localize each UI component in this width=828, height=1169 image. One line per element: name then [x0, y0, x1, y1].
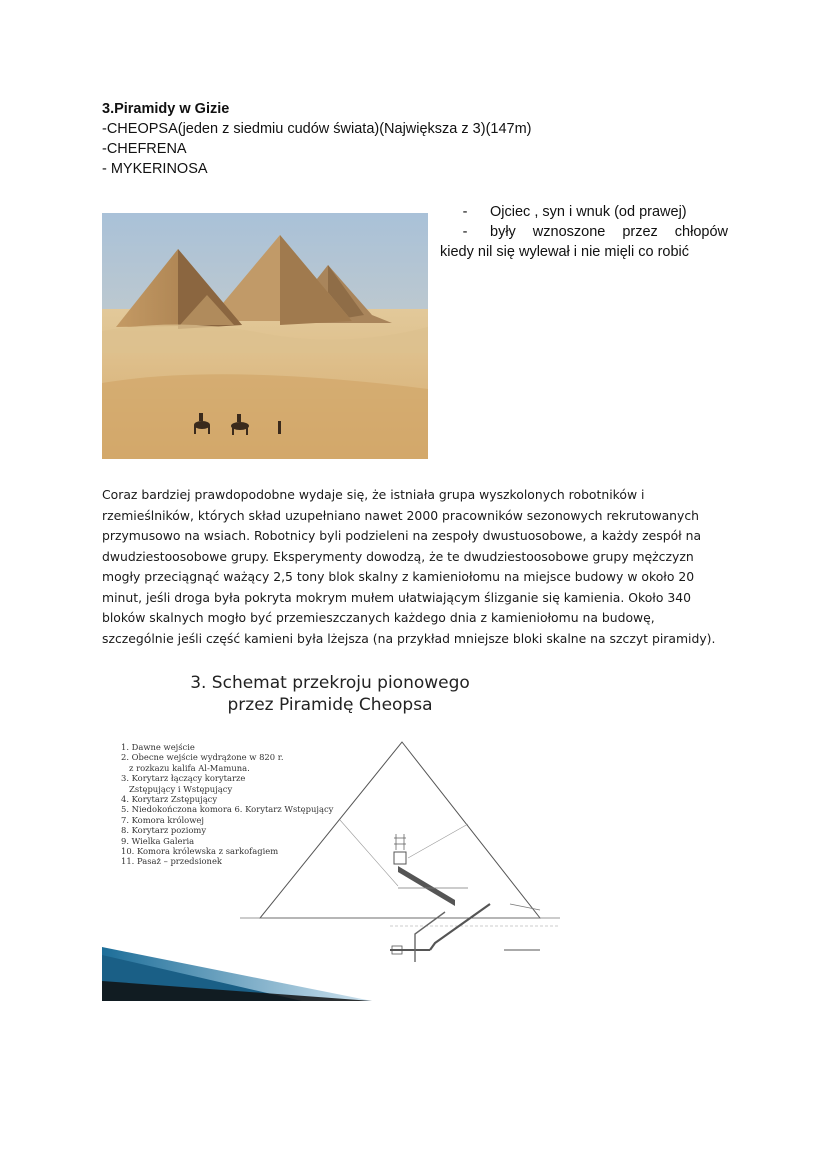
legend-item: 1. Dawne wejście [121, 742, 195, 752]
bullet-dash: - [462, 224, 468, 240]
side-note-text: były wznoszone przez chłopów [490, 224, 728, 240]
diagram-legend [121, 742, 333, 867]
side-note-text: Ojciec , syn i wnuk (od prawej) [490, 204, 687, 220]
bullet-dash: - [462, 204, 468, 220]
heading-block [102, 99, 532, 179]
legend-item: 8. Korytarz poziomy [121, 825, 207, 836]
legend-item: 10. Komora królewska z sarkofagiem [121, 846, 279, 857]
legend-item: 9. Wielka Galeria [121, 835, 195, 846]
side-note-1 [440, 202, 728, 222]
pyramid-line-mykerinos: - MYKERINOSA [102, 161, 208, 177]
pyramids-photo [102, 213, 428, 459]
legend-item: 7. Komora królowej [121, 814, 204, 825]
body-paragraph: Coraz bardziej prawdopodobne wydaje się, że istniała grupa wyszkolonych robotników i rzemieślników, których skład uzupełniano nawet 2000 pracowników sezonowych rekrutowanych przymusowo na wsiach. Robotnicy byli podzieleni na zespoły dwustuosobowe, a każdy zespół na dwudziestoosobowe grupy. Eksperymenty dowodzą, że te dwudziestoosobowe grupy mężczyzn mogły przeciągnąć ważący 2,5 tony blok skalny z kamieniołomu na miejsce budowy w około 20 minut, jeśli droga była pokryta mokrym mułem ułatwiającym ślizganie się kamienia. Około 340 bloków skalnych mogło być przemieszczanych każdego dnia z kamieniołomu na budowę, szczególnie jeśli część kamieni była lżejsza (na przykład mniejsze bloki skalne na szczyt piramidy). [102, 487, 716, 646]
side-note-continuation: kiedy nil się wylewał i nie mięli co robić [440, 244, 690, 260]
pyramid-line-cheops: -CHEOPSA(jeden z siedmiu cudów świata)(Największa z 3)(147m) [102, 121, 532, 137]
legend-item: 11. Pasaż – przedsionek [121, 856, 222, 867]
diagram-title [160, 672, 500, 716]
legend-item: 4. Korytarz Zstępujący [121, 794, 218, 805]
side-note-2 [440, 222, 728, 242]
legend-item: 3. Korytarz łączący korytarze [121, 773, 246, 784]
side-notes [440, 202, 728, 262]
section-title: 3.Piramidy w Gizie [102, 101, 230, 117]
pyramid-line-chefren: -CHEFRENA [102, 141, 187, 157]
diagram-title-line-1: 3. Schemat przekroju pionowego [190, 673, 470, 693]
legend-item: 5. Niedokończona komora 6. Korytarz Wstępujący [121, 804, 334, 815]
legend-item: Zstępujący i Wstępujący [129, 783, 233, 794]
diagram-title-line-2: przez Piramidę Cheopsa [227, 695, 433, 715]
decorative-swoosh [102, 945, 372, 1001]
legend-item: 2. Obecne wejście wydrążone w 820 r. [121, 752, 284, 763]
legend-item: z rozkazu kalifa Al-Mamuna. [129, 762, 250, 773]
